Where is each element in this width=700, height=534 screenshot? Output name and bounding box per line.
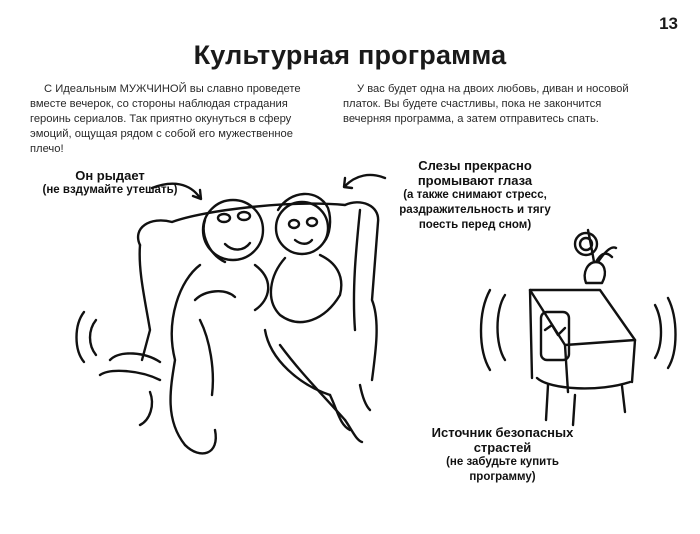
caption-he-cries — [40, 168, 180, 198]
flower-vase-icon — [575, 230, 616, 283]
arrow-to-woman-icon — [344, 175, 385, 188]
page-number: 13 — [659, 14, 678, 33]
tv-set-icon — [481, 290, 676, 425]
caption-tears — [385, 158, 565, 233]
crying-woman-icon — [265, 194, 362, 442]
intro-left-paragraph: С Идеальным МУЖЧИНОЙ вы славно проведете вместе вечерок, со стороны наблюдая страдания героинь сериалов. Так приятно окунуться в сферу эмоций, ощущая рядом с собой его мужественное плечо! — [30, 83, 301, 155]
caption-tears-note: (а также снимают стресс, раздражительность и тягу поесть перед сном) — [399, 189, 551, 231]
caption-he-cries-note: (не вздумайте утешать) — [42, 184, 178, 196]
caption-tears-title: Слезы прекрасно промывают глаза — [417, 158, 533, 188]
intro-right-paragraph: У вас будет одна на двоих любовь, диван и носовой платок. Вы будете счастливы, пока не закончится вечерняя программа, а затем отправитесь спать. — [343, 83, 629, 125]
caption-source-note: (не забудьте купить программу) — [446, 456, 559, 483]
caption-source-title: Источник безопасных страстей — [431, 425, 574, 455]
page-title: Культурная программа — [193, 40, 507, 70]
caption-he-cries-title: Он рыдает — [75, 168, 145, 183]
caption-source — [415, 425, 590, 485]
crying-man-icon — [77, 200, 269, 453]
